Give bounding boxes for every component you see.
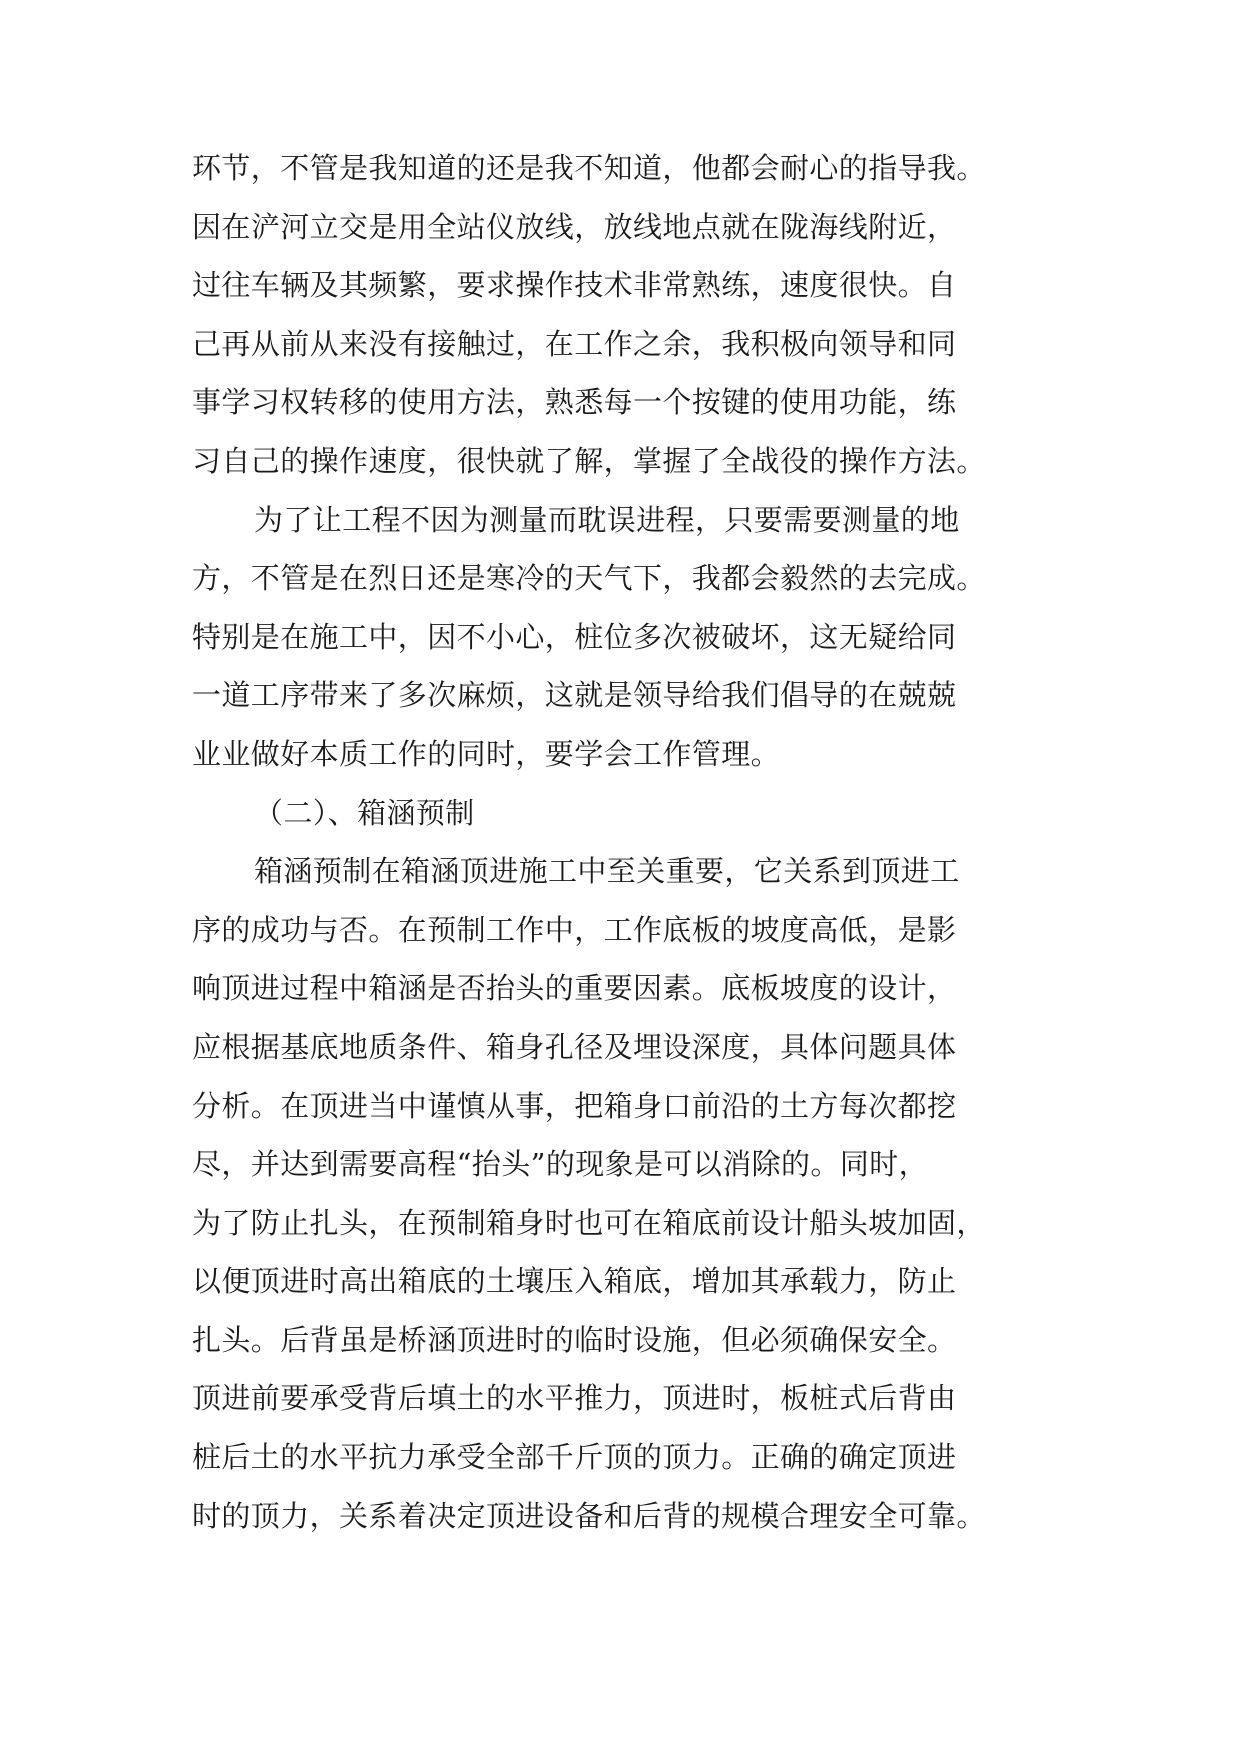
paragraph-start-line: 为了让工程不因为测量而耽误进程，只要需要测量的地 bbox=[254, 502, 960, 537]
text-line: 过往车辆及其频繁，要求操作技术非常熟练，速度很快。自 bbox=[192, 268, 957, 303]
text-line: 分析。在顶进当中谨慎从事，把箱身口前沿的土方每次都挖 bbox=[192, 1088, 957, 1123]
text-line: 尽，并达到需要高程“抬头”的现象是可以消除的。同时， bbox=[192, 1147, 929, 1182]
text-line: 序的成功与否。在预制工作中，工作底板的坡度高低，是影 bbox=[192, 912, 957, 947]
paragraph-start-line: 箱涵预制在箱涵顶进施工中至关重要，它关系到顶进工 bbox=[254, 854, 960, 889]
text-line: 业业做好本质工作的同时，要学会工作管理。 bbox=[192, 736, 781, 771]
text-line: 时的顶力，关系着决定顶进设备和后背的规模合理安全可靠。 bbox=[192, 1498, 986, 1533]
text-line: 为了防止扎头，在预制箱身时也可在箱底前设计船头坡加固， bbox=[192, 1205, 986, 1240]
text-line: 扎头。后背虽是桥涵顶进时的临时设施，但必须确保安全。 bbox=[192, 1322, 957, 1357]
text-line: 顶进前要承受背后填土的水平推力，顶进时，板桩式后背由 bbox=[192, 1381, 957, 1416]
text-line: 特别是在施工中，因不小心，桩位多次被破坏，这无疑给同 bbox=[192, 619, 957, 654]
text-line: 以便顶进时高出箱底的土壤压入箱底，增加其承载力，防止 bbox=[192, 1264, 957, 1299]
text-line: 响顶进过程中箱涵是否抬头的重要因素。底板坡度的设计， bbox=[192, 971, 957, 1006]
text-line: 因在浐河立交是用全站仪放线，放线地点就在陇海线附近， bbox=[192, 209, 957, 244]
text-line: 方，不管是在烈日还是寒冷的天气下，我都会毅然的去完成。 bbox=[192, 561, 986, 596]
text-line: 习自己的操作速度，很快就了解，掌握了全战役的操作方法。 bbox=[192, 443, 986, 478]
section-heading: （二）、箱涵预制 bbox=[254, 795, 475, 830]
text-line: 环节，不管是我知道的还是我不知道，他都会耐心的指导我。 bbox=[192, 151, 986, 185]
body-text bbox=[192, 139, 1072, 1545]
text-line: 桩后土的水平抗力承受全部千斤顶的顶力。正确的确定顶进 bbox=[192, 1440, 957, 1475]
text-line: 己再从前从来没有接触过，在工作之余，我积极向领导和同 bbox=[192, 326, 957, 361]
text-line: 一道工序带来了多次麻烦，这就是领导给我们倡导的在兢兢 bbox=[192, 678, 957, 713]
text-line: 应根据基底地质条件、箱身孔径及埋设深度，具体问题具体 bbox=[192, 1029, 957, 1064]
text-line: 事学习权转移的使用方法，熟悉每一个按键的使用功能，练 bbox=[192, 385, 957, 420]
